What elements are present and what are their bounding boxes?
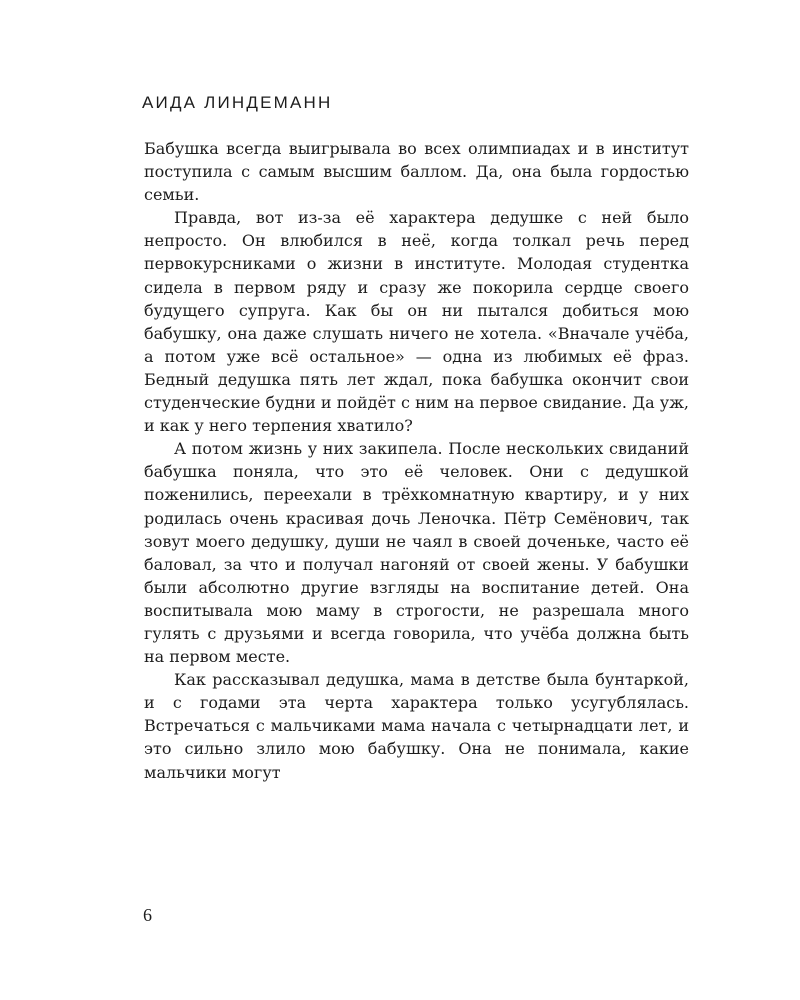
paragraph-3: А потом жизнь у них закипела. После нескольких свиданий бабушка поняла, что это её человек. Они с дедушкой поженились, переехали в трёхкомнатную квартиру, и у них родилась очень красивая дочь Леночка. Пётр Семёнович, так зовут моего дедушку, души не чаял в своей доченьке, часто её баловал, за что и получал нагоняй от своей жены. У бабушки были абсолютно другие взгляды на воспитание детей. Она воспитывала мою маму в строгости, не разрешала много гулять с друзьями и всегда говорила, что учёба должна быть на первом месте. <box>144 439 689 667</box>
paragraph-2: Правда, вот из-за её характера дедушке с ней было непросто. Он влюбился в неё, когда толкал речь перед первокурсниками о жизни в институте. Молодая студентка сидела в первом ряду и сразу же покорила сердце своего будущего супруга. Как бы он ни пытался добиться мою бабушку, она даже слушать ничего не хотела. «Вначале учёба, а потом уже всё остальное» — одна из любимых её фраз. Бедный дедушка пять лет ждал, пока бабушка окончит свои студенческие будни и пойдёт с ним на первое свидание. Да уж, и как у него терпения хватило? <box>144 208 689 436</box>
running-header-author: АИДА ЛИНДЕМАНН <box>142 93 333 112</box>
paragraph-1: Бабушка всегда выигрывала во всех олимпиадах и в институт поступила с самым высшим баллом. Да, она была гордостью семьи. <box>144 139 689 205</box>
page-number: 6 <box>143 905 152 925</box>
body-text <box>144 137 689 784</box>
paragraph-4: Как рассказывал дедушка, мама в детстве была бунтаркой, и с годами эта черта характера только усугублялась. Встречаться с мальчиками мама начала с четырнадцати лет, и это сильно злило мою бабушку. Она не понимала, какие мальчики могут <box>144 670 689 782</box>
